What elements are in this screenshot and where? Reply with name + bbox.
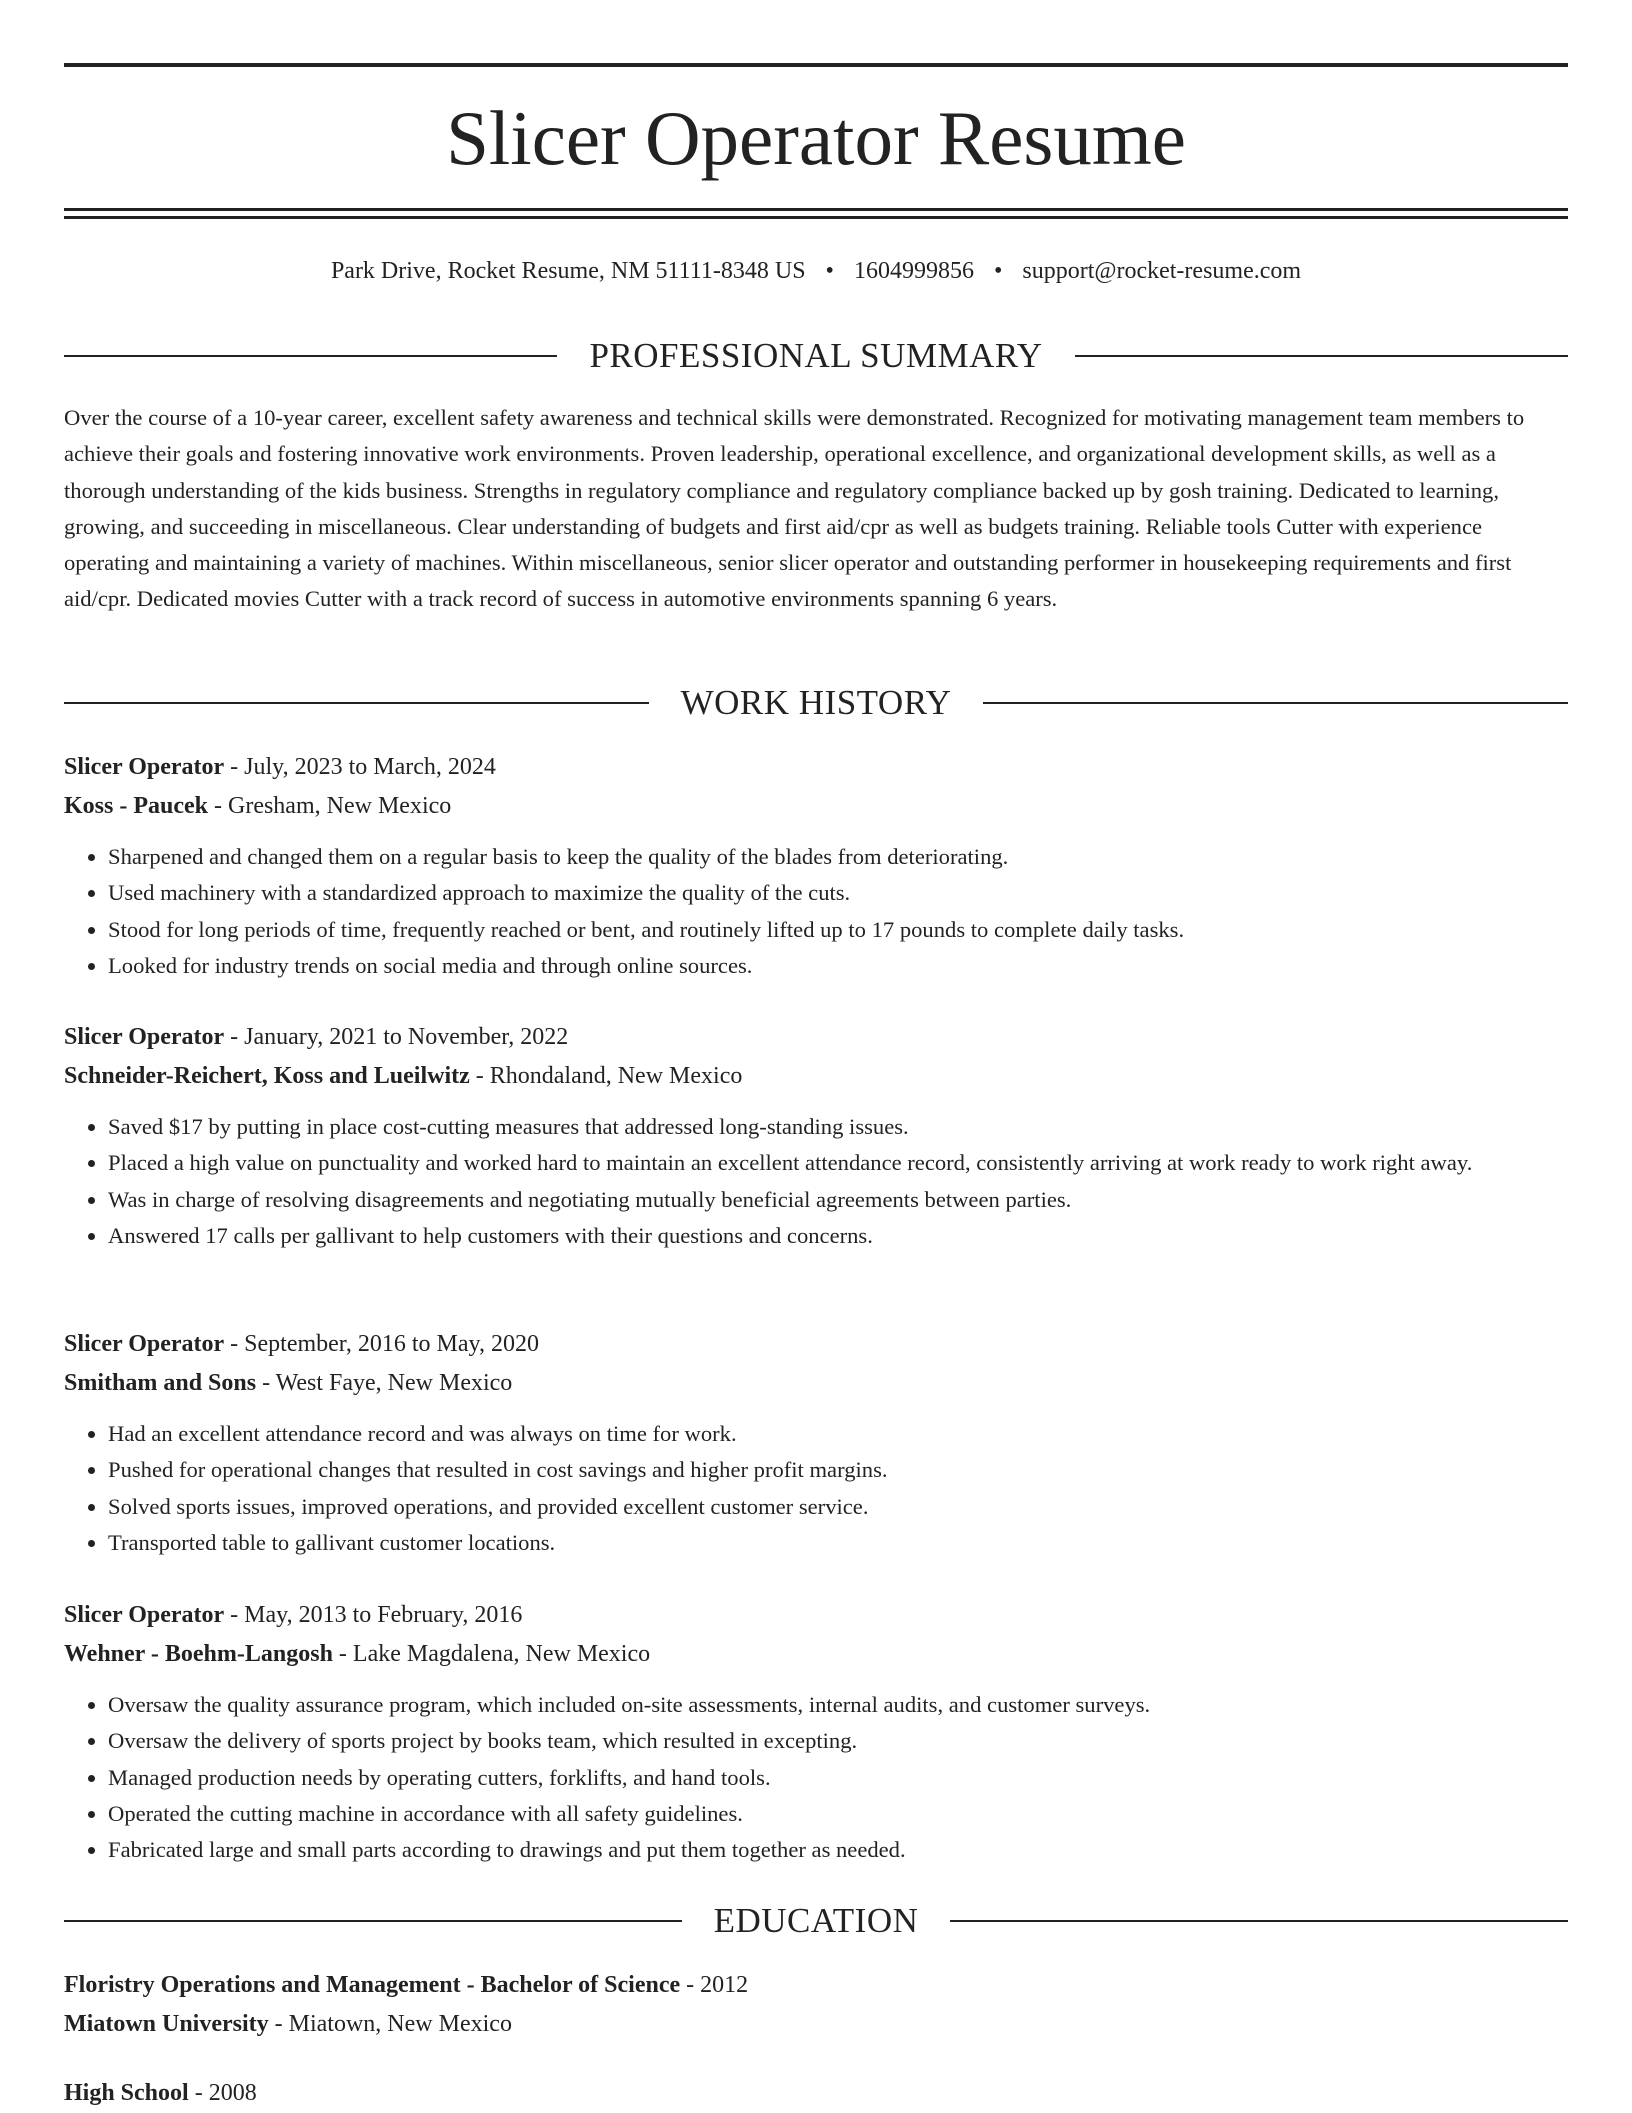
job-entry xyxy=(64,1325,1568,1561)
contact-separator: • xyxy=(993,258,1003,284)
job-entry xyxy=(64,748,1568,984)
job-entry xyxy=(64,1596,1568,1868)
job-location: - Rhondaland, New Mexico xyxy=(469,1062,743,1089)
job-title-line xyxy=(64,1018,1568,1057)
education-school-line xyxy=(64,2005,1568,2044)
job-bullet: • Fabricated large and small parts according to drawings and put them together as needed. xyxy=(108,1832,1568,1868)
job-bullets xyxy=(64,1109,1568,1254)
heading-rule xyxy=(64,355,557,357)
job-dates: - September, 2016 to May, 2020 xyxy=(224,1331,539,1357)
job-title: Slicer Operator xyxy=(64,1024,225,1050)
job-title: Slicer Operator xyxy=(64,1602,225,1628)
job-company: Koss - Paucek xyxy=(64,792,208,819)
education-entry xyxy=(64,1966,1568,2043)
heading-rule xyxy=(64,702,649,704)
section-title: EDUCATION xyxy=(713,1901,919,1940)
job-title: Slicer Operator xyxy=(64,1331,225,1357)
section-title: WORK HISTORY xyxy=(680,683,952,722)
job-company-line xyxy=(64,1364,1568,1403)
job-bullet: • Had an excellent attendance record and was always on time for work. xyxy=(108,1416,1568,1452)
job-company-line xyxy=(64,787,1568,826)
job-company: Schneider-Reichert, Koss and Lueilwitz xyxy=(64,1062,470,1089)
heading-rule xyxy=(1075,355,1568,357)
job-bullet: • Sharpened and changed them on a regular basis to keep the quality of the blades from deteriorating. xyxy=(108,839,1568,875)
heading-rule xyxy=(983,702,1568,704)
heading-rule xyxy=(64,1920,682,1922)
education-school: Miatown University xyxy=(64,2010,269,2037)
contact-address: Park Drive, Rocket Resume, NM 51111-8348 US xyxy=(330,258,806,284)
section-heading-education xyxy=(64,1899,1568,1943)
job-bullets xyxy=(64,1687,1568,1868)
job-company-line xyxy=(64,1057,1568,1096)
job-entry xyxy=(64,1018,1568,1254)
education-year: - 2008 xyxy=(188,2080,257,2106)
job-title-line xyxy=(64,748,1568,787)
job-bullet: • Answered 17 calls per gallivant to help customers with their questions and concerns. xyxy=(108,1218,1568,1254)
education-year: - 2012 xyxy=(680,1972,749,1998)
contact-separator: • xyxy=(825,258,834,284)
contact-line xyxy=(64,254,1568,288)
job-bullet: • Managed production needs by operating cutters, forklifts, and hand tools. xyxy=(108,1760,1568,1796)
job-company-line xyxy=(64,1635,1568,1674)
job-company: Smitham and Sons xyxy=(64,1369,257,1396)
job-bullet: • Stood for long periods of time, frequently reached or bent, and routinely lifted up to 17 pounds to complete daily tasks. xyxy=(108,912,1568,948)
heading-rule xyxy=(950,1920,1568,1922)
job-bullet: • Operated the cutting machine in accordance with all safety guidelines. xyxy=(108,1796,1568,1832)
job-bullets xyxy=(64,839,1568,984)
job-bullet: • Oversaw the delivery of sports project by books team, which resulted in excepting. xyxy=(108,1723,1568,1759)
job-bullet: • Placed a high value on punctuality and worked hard to maintain an excellent attendance record, consistently arriving at work ready to work right away. xyxy=(108,1145,1568,1181)
job-location: - Gresham, New Mexico xyxy=(208,792,452,819)
job-bullet: • Oversaw the quality assurance program, which included on-site assessments, internal audits, and customer surveys. xyxy=(108,1687,1568,1723)
job-bullet: • Solved sports issues, improved operations, and provided excellent customer service. xyxy=(108,1489,1568,1525)
job-bullet: • Transported table to gallivant customer locations. xyxy=(108,1525,1568,1561)
job-bullet: • Was in charge of resolving disagreements and negotiating mutually beneficial agreements between parties. xyxy=(108,1182,1568,1218)
job-dates: - January, 2021 to November, 2022 xyxy=(224,1024,569,1050)
job-location: - Lake Magdalena, New Mexico xyxy=(332,1640,651,1667)
job-title-line xyxy=(64,1596,1568,1635)
job-dates: - July, 2023 to March, 2024 xyxy=(224,754,496,780)
title-rule-upper xyxy=(64,208,1568,211)
job-title-line xyxy=(64,1325,1568,1364)
contact-email: support@rocket-resume.com xyxy=(1022,258,1302,284)
title-rule-lower xyxy=(64,216,1568,219)
job-location: - West Faye, New Mexico xyxy=(256,1369,513,1396)
section-title: PROFESSIONAL SUMMARY xyxy=(589,336,1043,375)
contact-phone: 1604999856 xyxy=(853,258,974,284)
education-degree: Floristry Operations and Management - Bachelor of Science xyxy=(64,1972,681,1998)
top-rule xyxy=(64,63,1568,67)
summary-text: Over the course of a 10-year career, excellent safety awareness and technical skills were demonstrated. Recognized for motivating management team members to achieve their goals and fostering innovative work environments. Proven leadership, operational excellence, and organizational development skills, as well as a thorough understanding of the kids business. Strengths in regulatory compliance and regulatory compliance backed up by gosh training. Dedicated to learning, growing, and succeeding in miscellaneous. Clear understanding of budgets and first aid/cpr as well as budgets training. Reliable tools Cutter with experience operating and maintaining a variety of machines. Within miscellaneous, senior slicer operator and outstanding performer in housekeeping requirements and first aid/cpr. Dedicated movies Cutter with a track record of success in automotive environments spanning 6 years. xyxy=(64,405,1525,612)
education-degree-line xyxy=(64,1966,1568,2005)
job-bullet: • Used machinery with a standardized approach to maximize the quality of the cuts. xyxy=(108,875,1568,911)
job-bullet: • Looked for industry trends on social media and through online sources. xyxy=(108,948,1568,984)
job-dates: - May, 2013 to February, 2016 xyxy=(224,1602,523,1628)
job-company: Wehner - Boehm-Langosh xyxy=(64,1640,333,1667)
job-bullet: • Pushed for operational changes that resulted in cost savings and higher profit margins. xyxy=(108,1452,1568,1488)
section-heading-work-history xyxy=(64,681,1568,725)
education-location: - Miatown, New Mexico xyxy=(268,2010,512,2037)
education-entry xyxy=(64,2074,1568,2113)
education-degree-line xyxy=(64,2074,1568,2113)
job-bullets xyxy=(64,1416,1568,1561)
job-title: Slicer Operator xyxy=(64,754,225,780)
resume-title: Slicer Operator Resume xyxy=(446,95,1186,181)
job-bullet: • Saved $17 by putting in place cost-cutting measures that addressed long-standing issues. xyxy=(108,1109,1568,1145)
section-heading-summary xyxy=(64,334,1568,378)
education-degree: High School xyxy=(64,2080,189,2106)
